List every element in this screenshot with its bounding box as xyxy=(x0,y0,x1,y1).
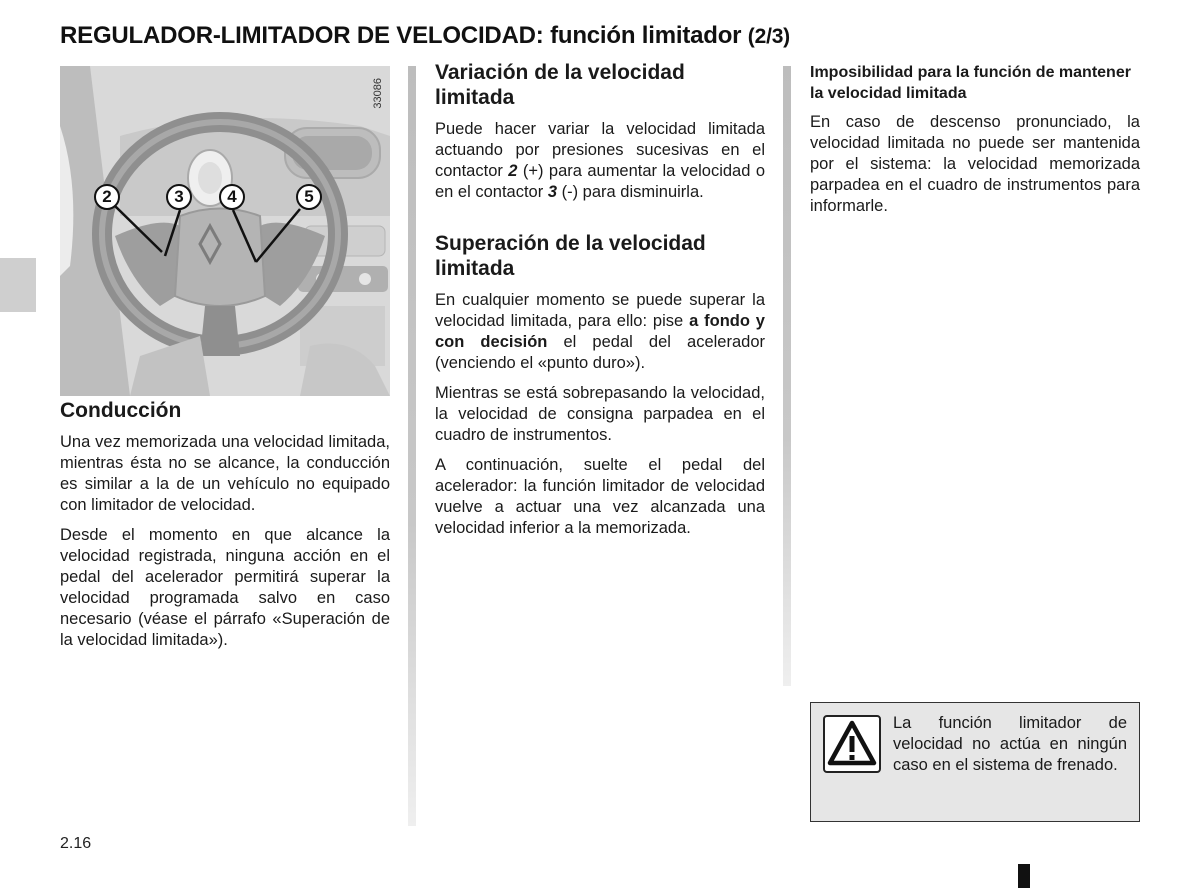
column-left xyxy=(60,398,390,660)
warning-text: La función limitador de velocidad no actúa en ningún caso en el sistema de frenado. xyxy=(893,714,1127,774)
variacion-paragraph xyxy=(435,119,765,203)
column-divider-right xyxy=(783,66,791,686)
callout-4: 4 xyxy=(219,184,245,210)
column-right xyxy=(810,62,1140,226)
page-title xyxy=(60,22,790,50)
heading-variacion: Variación de la velocidad limitada xyxy=(435,61,685,109)
conduccion-paragraph-1: Una vez memorizada una velocidad limitada, mientras ésta no se alcance, la conducción es similar a la de un vehículo no equipado con limitador de velocidad. xyxy=(60,433,390,514)
superacion-text-b: el pedal del acelerador (venciendo el «punto duro»). xyxy=(435,333,765,372)
chapter-tab xyxy=(0,258,36,312)
superacion-paragraph-1 xyxy=(435,290,765,374)
superacion-bold: a fondo y con decisión xyxy=(435,312,765,351)
superacion-text-a: En cualquier momento se puede superar la velocidad limitada, para ello: pise xyxy=(435,291,765,330)
heading-conduccion: Conducción xyxy=(60,399,182,422)
corner-marker xyxy=(1018,864,1030,888)
heading-superacion: Superación de la velocidad limitada xyxy=(435,232,706,280)
imposibilidad-paragraph: En caso de descenso pronunciado, la velocidad limitada no puede ser mantenida por el sistema: la velocidad memorizada parpadea en el cuadro de instrumentos para informarle. xyxy=(810,113,1140,215)
title-main: REGULADOR-LIMITADOR DE VELOCIDAD: función limitador xyxy=(60,22,742,49)
superacion-paragraph-2: Mientras se está sobrepasando la velocidad, la velocidad de consigna parpadea en el cuadro de instrumentos. xyxy=(435,384,765,444)
column-divider-left xyxy=(408,66,416,826)
variacion-text-c: (-) para disminuirla. xyxy=(557,183,704,201)
title-part: (2/3) xyxy=(747,25,790,48)
conduccion-paragraph-2: Desde el momento en que alcance la velocidad registrada, ninguna acción en el pedal del acelerador permitirá superar la velocidad programada salvo en caso necesario (véase el párrafo «Superación de la velocidad limitada»). xyxy=(60,526,390,649)
figure-code: 33086 xyxy=(372,78,384,109)
variacion-text-a: Puede hacer variar la velocidad limitada actuando por presiones sucesivas en el contactor xyxy=(435,120,765,180)
callout-3: 3 xyxy=(166,184,192,210)
page-number: 2.16 xyxy=(60,835,92,852)
callout-2: 2 xyxy=(94,184,120,210)
superacion-paragraph-3: A continuación, suelte el pedal del acelerador: la función limitador de velocidad vuelve a actuar una vez alcanzada una velocidad inferior a la memorizada. xyxy=(435,456,765,537)
steering-wheel-illustration xyxy=(60,66,390,396)
warning-box xyxy=(810,702,1140,822)
column-middle xyxy=(435,60,765,548)
variacion-text-b: (+) para aumentar la velocidad o en el contactor xyxy=(435,162,765,201)
callout-5: 5 xyxy=(296,184,322,210)
contactor-3-ref: 3 xyxy=(547,183,558,201)
heading-imposibilidad: Imposibilidad para la función de mantener la velocidad limitada xyxy=(810,64,1131,102)
contactor-2-ref: 2 xyxy=(508,162,518,180)
steering-wheel-figure xyxy=(60,66,390,396)
warning-triangle-icon xyxy=(823,715,881,773)
